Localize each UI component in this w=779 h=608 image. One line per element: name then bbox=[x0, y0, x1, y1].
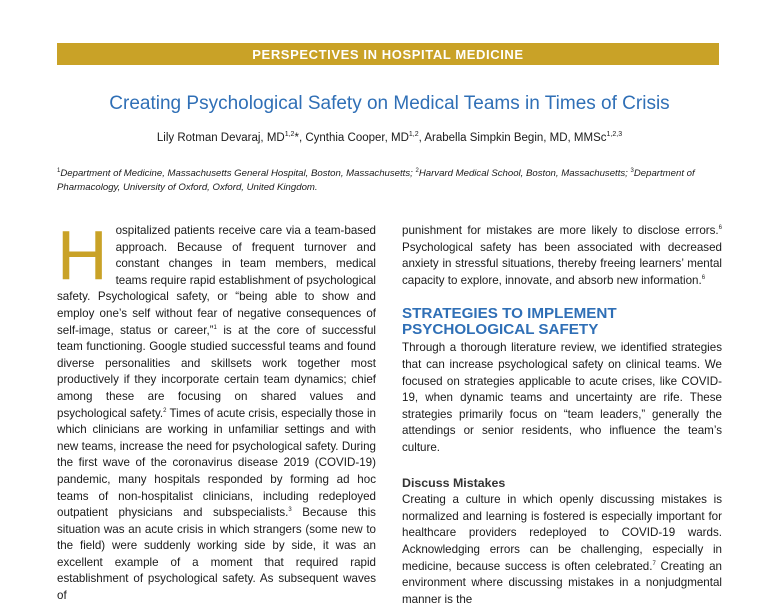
body-paragraph bbox=[402, 492, 722, 608]
affiliation-3: Department of Pharmacology, University of Oxford, Oxford, United Kingdom. bbox=[57, 168, 695, 193]
author-3: Arabella Simpkin Begin, MD, MMSc bbox=[424, 132, 607, 144]
article-title: Creating Psychological Safety on Medical Teams in Times of Crisis bbox=[109, 93, 670, 114]
reference-marker[interactable]: 3 bbox=[288, 507, 292, 514]
reference-marker[interactable]: 6 bbox=[718, 225, 722, 232]
paragraph-text: Psychological safety has been associated with decreased anxiety in stressful situations, thereby freeing learners’ mental capacity to explore, innovate, and absorb new information. bbox=[402, 240, 722, 287]
affiliation-2: Harvard Medical School, Boston, Massachusetts; bbox=[418, 168, 631, 179]
left-column bbox=[57, 216, 376, 605]
section-heading bbox=[402, 306, 722, 338]
affiliation-1: Department of Medicine, Massachusetts General Hospital, Boston, Massachusetts; bbox=[60, 168, 416, 179]
affiliation-number: 1 bbox=[57, 167, 61, 174]
paragraph-text: Creating a culture in which openly discussing mistakes is normalized and learning is fostered is especially important for healthcare providers redeployed to COVID-19 wards. Acknowledging errors can be challenging, especially in medicine, because success is often celebrated. bbox=[402, 493, 722, 573]
reference-marker[interactable]: 6 bbox=[701, 274, 706, 281]
paragraph-text: is at the core of successful team functioning. Google studied successful teams and found diverse personalities and skillsets work together most productively if they incorporate certain team dynamics; chief among these are focusing on shared values and psychological safety. bbox=[57, 323, 376, 420]
author-3-affiliation: 1,2,3 bbox=[606, 131, 623, 139]
subsection-heading: Discuss Mistakes bbox=[402, 475, 506, 490]
paragraph-text: Times of acute crisis, especially those in which clinicians are working in unfamiliar settings and with new teams, increase the need for psychological safety. During the first wave of the coronavirus disease 2019 (COVID-19) pandemic, many hospitals responded by forming ad hoc teams of non-hospitalist clinicians, including redeployed outpatient physicians and subspecialists. bbox=[57, 406, 376, 520]
banner-text: PERSPECTIVES IN HOSPITAL MEDICINE bbox=[252, 46, 524, 62]
separator: , bbox=[298, 132, 306, 144]
paragraph-text: Because this situation was an acute crisis in which strangers (some new to the field) were suddenly working side by side, it was an excellent example of a moment that required rapid establishment of psychological safety. As subsequent waves of bbox=[57, 506, 376, 603]
drop-cap: H bbox=[57, 216, 108, 294]
separator: , bbox=[418, 132, 425, 144]
reference-marker[interactable]: 2 bbox=[163, 407, 167, 414]
section-heading-line-2: PSYCHOLOGICAL SAFETY bbox=[402, 321, 599, 339]
paragraph-text: Creating an environment where discussing mistakes in a nonjudgmental manner is the bbox=[402, 559, 722, 606]
author-2: Cynthia Cooper, MD bbox=[305, 132, 409, 144]
affiliation-number: 3 bbox=[630, 167, 634, 174]
body-paragraph bbox=[57, 216, 376, 605]
affiliations bbox=[57, 167, 721, 195]
author-2-affiliation: 1,2 bbox=[408, 131, 419, 139]
body-paragraph: Through a thorough literature review, we identified strategies that can increase psychological safety on clinical teams. We focused on strategies applicable to acute crises, like COVID-19, when dynamic teams and uncertainty are rife. These strategies primarily focus on “team leaders,” generally the attendings or senior residents, who influence the team’s culture. bbox=[402, 341, 722, 454]
author-1-affiliation: 1,2 bbox=[284, 131, 295, 139]
body-paragraph bbox=[402, 223, 722, 289]
paragraph-text: punishment for mistakes are more likely to disclose errors. bbox=[402, 224, 719, 237]
author-1: Lily Rotman Devaraj, MD bbox=[156, 132, 285, 144]
author-list bbox=[0, 132, 779, 144]
section-banner bbox=[57, 43, 719, 65]
reference-marker[interactable]: 1 bbox=[213, 324, 217, 331]
reference-marker[interactable]: 7 bbox=[652, 560, 656, 567]
right-column bbox=[402, 223, 722, 608]
section-heading-line-1: STRATEGIES TO IMPLEMENT bbox=[402, 305, 617, 323]
affiliation-number: 2 bbox=[415, 167, 419, 174]
paragraph-text: ospitalized patients receive care via a team-based approach. Because of frequent turnover and constant changes in team members, medical teams require rapid establishment of psychological safety. Psychological safety, or “being able to show and employ one’s self without fear of negative consequences of self-image, status or career,” bbox=[57, 224, 376, 337]
corresponding-mark: * bbox=[294, 132, 299, 144]
